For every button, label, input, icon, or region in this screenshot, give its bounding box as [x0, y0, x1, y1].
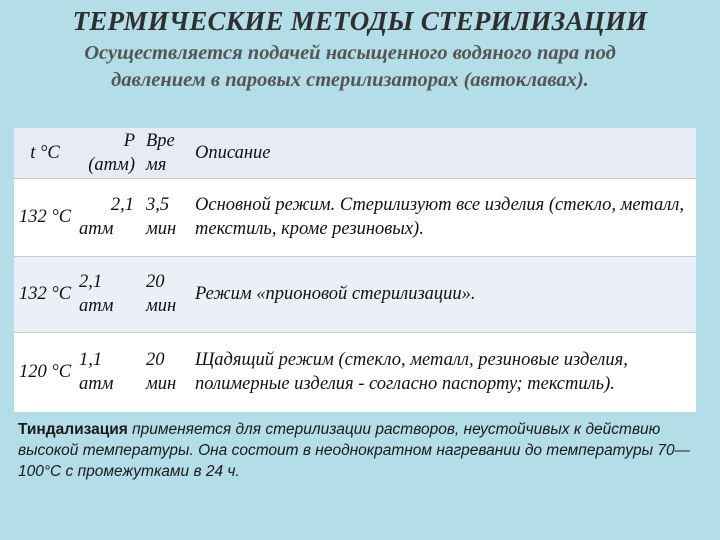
header-pressure [76, 128, 143, 178]
row-pressure-value: 2,1 [79, 272, 103, 292]
tyndallization-term: Тиндализация [18, 421, 128, 438]
table-row [14, 178, 696, 256]
row-pressure [76, 178, 143, 256]
row-pressure [76, 256, 143, 332]
row-time-value: 3,5 [146, 195, 170, 215]
row-time [143, 256, 189, 332]
row-description: Щадящий режим (стекло, металл, резиновые изделия, полимерные изделия - согласно паспорту; текстиль). [189, 332, 696, 412]
row-description: Режим «прионовой стерилизации». [189, 256, 696, 332]
tyndallization-text: применяется для стерилизации растворов, неустойчивых к действию высокой температуры. Она состоит в неоднократном нагревании до температуры 70—100°С с промежутками в 24 ч. [18, 421, 691, 480]
header-pressure-label: P [123, 130, 135, 151]
row-time-unit: мин [146, 296, 177, 316]
row-pressure [76, 332, 143, 412]
sterilization-table [14, 128, 696, 412]
sterilization-table-container [14, 128, 696, 412]
header-pressure-unit: (атм) [88, 154, 135, 175]
row-pressure-unit: атм [79, 374, 114, 395]
row-time-value: 20 [146, 272, 165, 292]
row-time-unit: мин [146, 374, 177, 395]
row-pressure-unit: атм [79, 296, 114, 316]
row-temperature: 120 °С [14, 332, 76, 412]
row-time [143, 178, 189, 256]
row-pressure-unit: атм [79, 219, 114, 239]
slide-title: ТЕРМИЧЕСКИЕ МЕТОДЫ СТЕРИЛИЗАЦИИ [72, 6, 648, 36]
header-time-line1: Вре [146, 130, 175, 151]
header-description: Описание [195, 142, 271, 163]
slide-subtitle: Осуществляется подачей насыщенного водяного пара под давлением в паровых стерилизаторах (автоклавах). [84, 42, 616, 91]
table-row [14, 256, 696, 332]
header-temperature: t °C [30, 142, 60, 163]
row-time-value: 20 [146, 350, 165, 371]
row-time [143, 332, 189, 412]
row-temperature: 132 °С [14, 256, 76, 332]
header-time [143, 128, 189, 178]
table-row [14, 332, 696, 412]
header-time-line2: мя [146, 154, 167, 175]
row-temperature: 132 °С [14, 178, 76, 256]
table-header-row [14, 128, 696, 178]
tyndallization-note [18, 419, 698, 482]
row-pressure-value: 2,1 [110, 195, 134, 215]
row-time-unit: мин [146, 219, 177, 239]
row-pressure-value: 1,1 [79, 350, 103, 371]
row-description: Основной режим. Стерилизуют все изделия (стекло, металл, текстиль, кроме резиновых). [189, 178, 696, 256]
